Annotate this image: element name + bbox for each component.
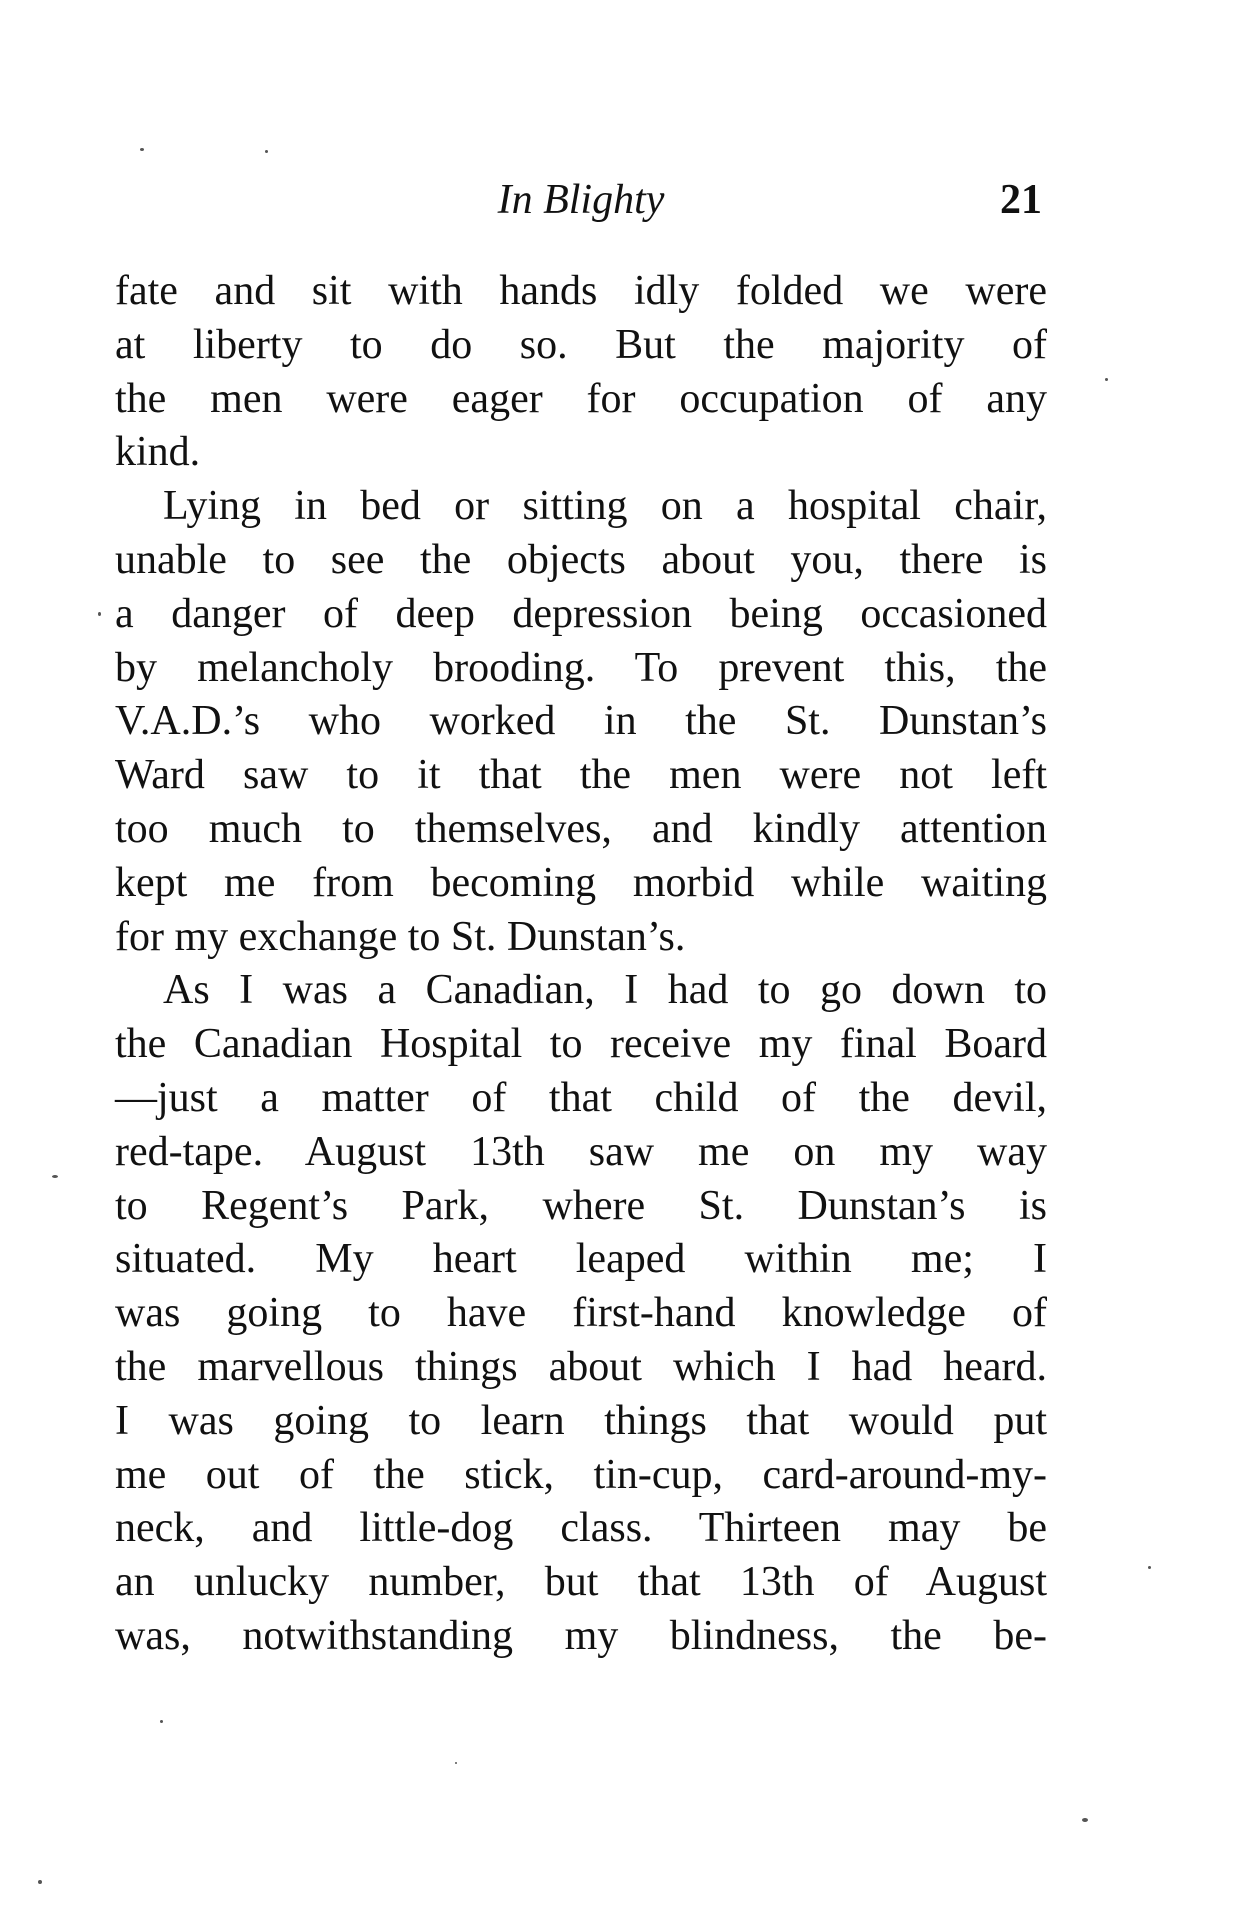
scan-speck xyxy=(140,148,144,151)
text-line: neck, and little-dog class. Thirteen may be xyxy=(115,1505,1047,1552)
text-line: kept me from becoming morbid while waiting xyxy=(115,859,1047,906)
text-line: the Canadian Hospital to receive my final Board xyxy=(115,1021,1047,1068)
text-line: unable to see the objects about you, there is xyxy=(115,536,1047,583)
scan-speck xyxy=(455,1762,457,1764)
running-head xyxy=(118,170,1044,230)
text-line: at liberty to do so. But the majority of xyxy=(115,321,1047,368)
text-line: the men were eager for occupation of any xyxy=(115,375,1047,422)
text-line: As I was a Canadian, I had to go down to xyxy=(163,967,1047,1014)
text-line: red-tape. August 13th saw me on my way xyxy=(115,1128,1047,1175)
text-line: by melancholy brooding. To prevent this, the xyxy=(115,644,1047,691)
scan-speck xyxy=(1148,1566,1151,1569)
text-line: kind. xyxy=(115,429,201,476)
text-line: —just a matter of that child of the devil, xyxy=(115,1074,1047,1121)
text-line: to Regent’s Park, where St. Dunstan’s is xyxy=(115,1182,1047,1229)
text-line: the marvellous things about which I had heard. xyxy=(115,1343,1047,1390)
text-line: Ward saw to it that the men were not left xyxy=(115,752,1047,799)
scan-speck xyxy=(1082,1818,1088,1822)
text-line: I was going to learn things that would put xyxy=(115,1397,1047,1444)
text-line: too much to themselves, and kindly attention xyxy=(115,805,1047,852)
text-line: was, notwithstanding my blindness, the be- xyxy=(115,1612,1047,1659)
text-line: Lying in bed or sitting on a hospital chair, xyxy=(163,483,1047,530)
scan-speck xyxy=(160,1720,163,1723)
text-line: an unlucky number, but that 13th of August xyxy=(115,1559,1047,1606)
text-line: a danger of deep depression being occasioned xyxy=(115,590,1047,637)
scan-speck xyxy=(98,612,101,616)
text-line: situated. My heart leaped within me; I xyxy=(115,1236,1047,1283)
text-line: fate and sit with hands idly folded we were xyxy=(115,268,1047,314)
text-line: was going to have first-hand knowledge of xyxy=(115,1290,1047,1337)
text-line: V.A.D.’s who worked in the St. Dunstan’s xyxy=(115,698,1047,745)
body-text xyxy=(115,265,1047,1664)
text-line: me out of the stick, tin-cup, card-around-my- xyxy=(115,1451,1047,1498)
scan-speck xyxy=(265,150,268,153)
page-number: 21 xyxy=(1000,177,1042,223)
text-line: for my exchange to St. Dunstan’s. xyxy=(115,913,686,960)
scan-speck xyxy=(52,1175,58,1178)
scan-speck xyxy=(38,1880,42,1884)
scan-speck xyxy=(1105,378,1108,381)
running-title: In Blighty xyxy=(497,177,665,223)
